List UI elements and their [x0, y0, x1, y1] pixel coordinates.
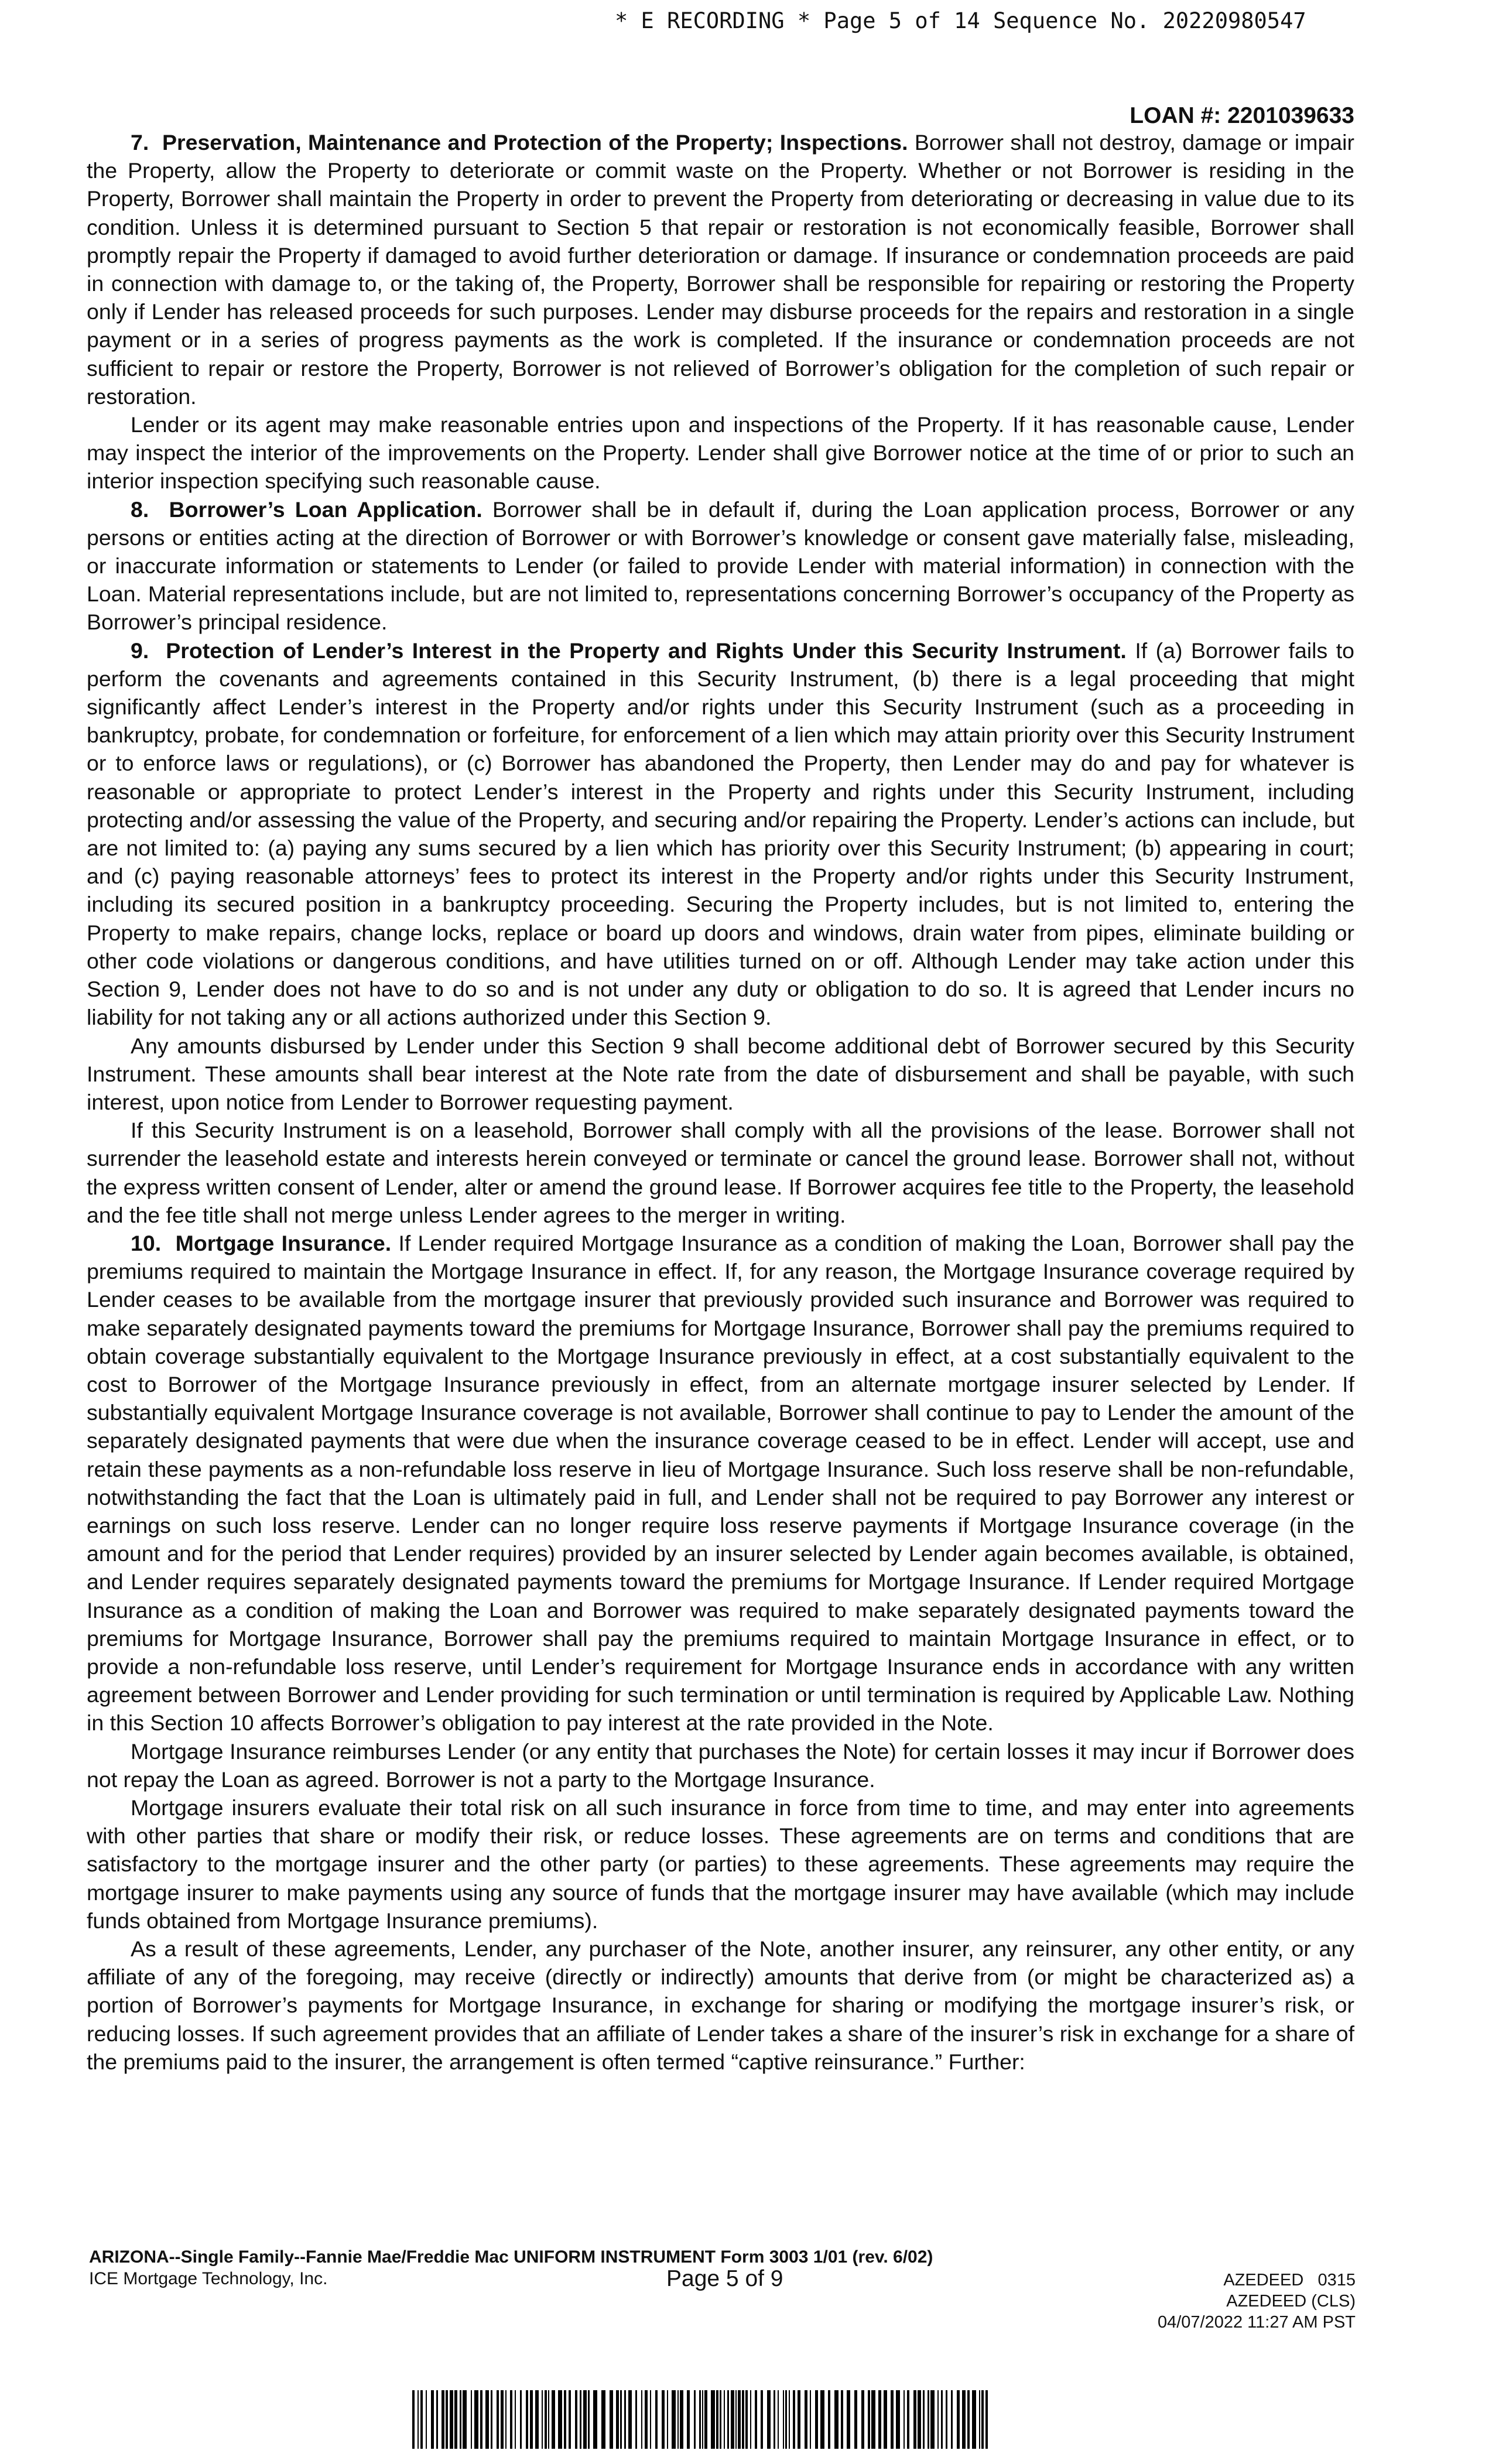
section-7-paragraph-2: Lender or its agent may make reasonable entries upon and inspections of the Property. If it has reasonable cause, Lender may inspect the interior of the improvements on the Property. Lender shall give Borrower notice at the time of or prior to such an interior inspection specifying such reasonable cause.: [87, 412, 1354, 494]
barcode-bar: [828, 2390, 830, 2449]
barcode-bar: [951, 2390, 953, 2449]
section-9-text: If (a) Borrower fails to perform the covenants and agreements contained in this Security Instrument, (b) there is a legal proceeding that might significantly affect Lender’s interest in the Property and/or rights under this Security Instrument (such as a proceeding in bankruptcy, probate, for condemnation or forfeiture, for enforcement of a lien which may attain priority over this Security Instrument or to enforce laws or regulations), or (c) Borrower has abandoned the Property, then Lender may do and pay for whatever is reasonable or appropriate to protect Lender’s interest in the Property and rights under this Security Instrument, including protecting and/or assessing the value of the Property, and securing and/or repairing the Property. Lender’s actions can include, but are not limited to: (a) paying any sums secured by a lien which has priority over this Security Instrument; (b) appearing in court; and (c) paying reasonable attorneys’ fees to protect its interest in the Property and/or rights under this Security Instrument, including its secured position in a bankruptcy proceeding. Securing the Property includes, but is not limited to, entering the Property to make repairs, change locks, replace or board up doors and windows, drain water from pipes, eliminate building or other code violations or dangerous conditions, and have utilities turned on or off. Although Lender may take action under this Section 9, Lender does not have to do so and is not under any duty or obligation to do so. It is agreed that Lender incurs no liability for not taking any or all actions authorized under this Section 9.: [87, 638, 1354, 1030]
barcode-bar: [694, 2390, 696, 2449]
barcode-bar: [420, 2390, 423, 2449]
footer-codes: [1158, 2270, 1356, 2333]
barcode-bar: [716, 2390, 718, 2449]
barcode-bar: [491, 2390, 492, 2449]
barcode-bar: [655, 2390, 658, 2449]
barcode-bar: [871, 2390, 875, 2449]
barcode-bar: [480, 2390, 482, 2449]
barcode-bar: [548, 2390, 549, 2449]
barcode-bar: [662, 2390, 665, 2449]
barcode-bar: [731, 2390, 734, 2449]
barcode-bar: [704, 2390, 707, 2449]
barcode-bar: [588, 2390, 590, 2449]
barcode-bar: [515, 2390, 516, 2449]
barcode-bar: [941, 2390, 943, 2449]
section-10-heading: 10. Mortgage Insurance.: [131, 1230, 392, 1255]
barcode-bar: [928, 2390, 929, 2449]
barcode-bar: [463, 2390, 467, 2449]
barcode-bar: [460, 2390, 461, 2449]
barcode-bar: [979, 2390, 980, 2449]
barcode-bar: [847, 2390, 850, 2449]
barcode-bar: [962, 2390, 966, 2449]
barcode-bar: [805, 2390, 807, 2449]
barcode-bar: [446, 2390, 448, 2449]
barcode-bar: [742, 2390, 744, 2449]
barcode-bar: [687, 2390, 690, 2449]
barcode-bar: [667, 2390, 668, 2449]
barcode-bar: [761, 2390, 763, 2449]
barcode-bar: [650, 2390, 651, 2449]
barcode-bar: [442, 2390, 444, 2449]
recording-header: * E RECORDING * Page 5 of 14 Sequence No. 20220980547: [615, 8, 1306, 33]
barcode-image: [410, 2390, 995, 2449]
barcode-bar: [552, 2390, 555, 2449]
barcode-bar: [785, 2390, 787, 2449]
barcode-bar: [783, 2390, 784, 2449]
barcode-bar: [474, 2390, 478, 2449]
barcode-bar: [745, 2390, 748, 2449]
barcode-bar: [677, 2390, 679, 2449]
barcode-bar: [450, 2390, 453, 2449]
barcode-bar: [601, 2390, 605, 2449]
barcode-bar: [471, 2390, 472, 2449]
barcode-bar: [937, 2390, 939, 2449]
section-10-text: If Lender required Mortgage Insurance as a condition of making the Loan, Borrower shall pay the premiums required to maintain the Mortgage Insurance in effect. If, for any reason, the Mortgage Insurance coverage required by Lender ceases to be available from the mortgage insurer that previously provided such insurance and Borrower was required to make separately designated payments toward the premiums for Mortgage Insurance, Borrower shall pay the premiums required to obtain coverage substantially equivalent to the Mortgage Insurance previously in effect, at a cost substantially equivalent to the cost to Borrower of the Mortgage Insurance previously in effect, from an alternate mortgage insurer selected by Lender. If substantially equivalent Mortgage Insurance coverage is not available, Borrower shall continue to pay to Lender the amount of the separately designated payments that were due when the insurance coverage ceased to be in effect. Lender will accept, use and retain these payments as a non-refundable loss reserve in lieu of Mortgage Insurance. Such loss reserve shall be non-refundable, notwithstanding the fact that the Loan is ultimately paid in full, and Lender shall not be required to pay Borrower any interest or earnings on such loss reserve. Lender can no longer require loss reserve payments if Mortgage Insurance coverage (in the amount and for the period that Lender requires) provided by an insurer selected by Lender again becomes available, is obtained, and Lender requires separately designated payments toward the premiums for Mortgage Insurance. If Lender required Mortgage Insurance as a condition of making the Loan and Borrower was required to make separately designated payments toward the premiums for Mortgage Insurance, Borrower shall pay the premiums required to maintain Mortgage Insurance in effect, or to provide a non-refundable loss reserve, until Lender’s requirement for Mortgage Insurance ends in accordance with any written agreement between Borrower and Lender providing for such termination or until termination is required by Applicable Law. Nothing in this Section 10 affects Borrower’s obligation to pay interest at the rate provided in the Note.: [87, 1230, 1354, 1736]
barcode-bar: [485, 2390, 489, 2449]
barcode-bar: [946, 2390, 947, 2449]
barcode-bar: [724, 2390, 725, 2449]
footer-company: ICE Mortgage Technology, Inc.: [89, 2269, 328, 2288]
section-10-paragraph-3: Mortgage insurers evaluate their total risk on all such insurance in force from time to time, and may enter into agreements with other parties that share or modify their risk, or reduce losses. These agreements are on terms and conditions that are satisfactory to the mortgage insurer and the other party (or parties) to these agreements. These agreements may require the mortgage insurer to make payments using any source of funds that the mortgage insurer may have available (which may include funds obtained from Mortgage Insurance premiums).: [87, 1795, 1354, 1933]
barcode-bar: [641, 2390, 642, 2449]
barcode-bar: [896, 2390, 900, 2449]
barcode-bar: [918, 2390, 921, 2449]
barcode-bar: [624, 2390, 626, 2449]
barcode-bar: [616, 2390, 619, 2449]
barcode-bar: [793, 2390, 795, 2449]
barcode-bar: [711, 2390, 715, 2449]
barcode-bar: [774, 2390, 775, 2449]
section-8-heading: 8. Borrower’s Loan Application.: [131, 497, 482, 522]
barcode-bar: [542, 2390, 543, 2449]
barcode-bar: [750, 2390, 751, 2449]
barcode-bar: [841, 2390, 843, 2449]
barcode-bar: [497, 2390, 499, 2449]
barcode-bar: [535, 2390, 539, 2449]
barcode-bar: [868, 2390, 870, 2449]
section-10-paragraph-4: As a result of these agreements, Lender, any purchaser of the Note, another insurer, any reinsurer, any other entity, or any affiliate of any of the foregoing, may receive (directly or indirectly) amounts that derive from (or might be characterized as) a portion of Borrower’s payments for Mortgage Insurance, in exchange for sharing or modifying the mortgage insurer’s risk, or reducing losses. If such agreement provides that an affiliate of Lender takes a share of the insurer’s risk in exchange for a share of the premiums paid to the insurer, the arrangement is often termed “captive reinsurance.” Further:: [87, 1936, 1354, 2074]
loan-number: LOAN #: 2201039633: [1130, 103, 1354, 128]
section-7-paragraph: [87, 128, 1354, 410]
barcode-bar: [891, 2390, 894, 2449]
barcode-bar: [985, 2390, 988, 2449]
barcode-bar: [735, 2390, 737, 2449]
document-body: [87, 128, 1354, 2076]
section-8-paragraph: [87, 495, 1354, 636]
barcode-bar: [558, 2390, 562, 2449]
barcode-bar: [738, 2390, 741, 2449]
barcode-bar: [431, 2390, 434, 2449]
barcode-bar: [861, 2390, 864, 2449]
barcode-bar: [903, 2390, 905, 2449]
barcode-bar: [620, 2390, 622, 2449]
barcode-bar: [755, 2390, 757, 2449]
barcode-bar: [815, 2390, 818, 2449]
barcode-bar: [412, 2390, 415, 2449]
barcode-bar: [520, 2390, 522, 2449]
barcode-bar: [930, 2390, 935, 2449]
barcode-bar: [767, 2390, 771, 2449]
barcode-bar: [545, 2390, 547, 2449]
barcode-bar: [569, 2390, 571, 2449]
footer-code-1: AZEDEED 0315: [1223, 2271, 1356, 2290]
barcode-bar: [635, 2390, 637, 2449]
barcode-bar: [957, 2390, 960, 2449]
barcode-bar: [699, 2390, 701, 2449]
barcode-bar: [810, 2390, 811, 2449]
barcode-bar: [789, 2390, 790, 2449]
barcode-bar: [575, 2390, 577, 2449]
barcode-bar: [923, 2390, 925, 2449]
barcode-bar: [426, 2390, 427, 2449]
barcode-bar: [834, 2390, 839, 2449]
section-9-paragraph-3: If this Security Instrument is on a leasehold, Borrower shall comply with all the provisions of the lease. Borrower shall not surrender the leasehold estate and interests herein conveyed or terminate or cancel the ground lease. Borrower shall not, without the express written consent of Lender, alter or amend the ground lease. If Borrower acquires fee title to the Property, the leasehold and the fee title shall not merge unless Lender agrees to the merger in writing.: [87, 1118, 1354, 1227]
barcode-bar: [981, 2390, 984, 2449]
barcode-bar: [672, 2390, 676, 2449]
barcode-bar: [454, 2390, 457, 2449]
section-10-paragraph: [87, 1229, 1354, 1737]
barcode-bar: [510, 2390, 512, 2449]
barcode-bar: [778, 2390, 779, 2449]
barcode-bar: [913, 2390, 916, 2449]
barcode-bar: [645, 2390, 648, 2449]
section-10-paragraph-2: Mortgage Insurance reimburses Lender (or any entity that purchases the Note) for certain losses it may incur if Borrower does not repay the Loan as agreed. Borrower is not a party to the Mortgage Insurance.: [87, 1739, 1354, 1792]
barcode-bar: [720, 2390, 721, 2449]
section-9-paragraph-2: Any amounts disbursed by Lender under this Section 9 shall become additional debt of Borrower secured by this Security Instrument. These amounts shall bear interest at the Note rate from the date of disbursement and shall be payable, with such interest, upon notice from Lender to Borrower requesting payment.: [87, 1033, 1354, 1114]
barcode-bar: [436, 2390, 438, 2449]
footer-timestamp: 04/07/2022 11:27 AM PST: [1157, 2313, 1356, 2332]
barcode-bar: [501, 2390, 504, 2449]
barcode-bar: [907, 2390, 909, 2449]
section-9-heading: 9. Protection of Lender’s Interest in the Property and Rights Under this Security Instrument.: [131, 638, 1127, 663]
section-7-text: Borrower shall not destroy, damage or impair the Property, allow the Property to deteriorate or commit waste on the Property. Whether or not Borrower is residing in the Property, Borrower shall maintain the Property in order to prevent the Property from deteriorating or decreasing in value due to its condition. Unless it is determined pursuant to Section 5 that repair or restoration is not economically feasible, Borrower shall promptly repair the Property if damaged to avoid further deterioration or damage. If insurance or condemnation proceeds are paid in connection with damage to, or the taking of, the Property, Borrower shall be responsible for repairing or restoring the Property only if Lender has released proceeds for such purposes. Lender may disburse proceeds for the repairs and restoration in a single payment or in a series of progress payments as the work is completed. If the insurance or condemnation proceeds are not sufficient to repair or restore the Property, Borrower is not relieved of Borrower’s obligation for the completion of such repair or restoration.: [87, 130, 1354, 409]
barcode-bar: [583, 2390, 587, 2449]
barcode-bar: [820, 2390, 824, 2449]
barcode-bar: [798, 2390, 800, 2449]
section-7-heading: 7. Preservation, Maintenance and Protection of the Property; Inspections.: [131, 130, 908, 155]
barcode-bar: [680, 2390, 683, 2449]
barcode-bar: [417, 2390, 419, 2449]
footer-code-2: AZEDEED (CLS): [1226, 2292, 1356, 2311]
barcode-bar: [564, 2390, 566, 2449]
section-8-text: Borrower shall be in default if, during the Loan application process, Borrower or any persons or entities acting at the direction of Borrower or with Borrower’s knowledge or consent gave materially false, misleading, or inaccurate information or statements to Lender (or failed to provide Lender with material information) in connection with the Loan. Material representations include, but are not limited to, representations concerning Borrower’s occupancy of the Property as Borrower’s principal residence.: [87, 497, 1354, 635]
barcode-bar: [530, 2390, 533, 2449]
barcode-bar: [628, 2390, 632, 2449]
barcode-bar: [702, 2390, 703, 2449]
barcode-bar: [526, 2390, 528, 2449]
barcode-bar: [878, 2390, 881, 2449]
barcode-bar: [593, 2390, 597, 2449]
footer-page-number: Page 5 of 9: [666, 2266, 783, 2291]
section-9-paragraph: [87, 636, 1354, 1032]
barcode-bar: [854, 2390, 857, 2449]
barcode-bar: [884, 2390, 887, 2449]
barcode-bar: [610, 2390, 613, 2449]
footer-form-title: ARIZONA--Single Family--Fannie Mae/Freddie Mac UNIFORM INSTRUMENT Form 3003 1/01 (rev. 6/02): [89, 2247, 933, 2267]
barcode-bar: [727, 2390, 729, 2449]
barcode-bar: [580, 2390, 581, 2449]
barcode-bar: [972, 2390, 976, 2449]
barcode-bar: [967, 2390, 970, 2449]
barcode-bar: [505, 2390, 506, 2449]
